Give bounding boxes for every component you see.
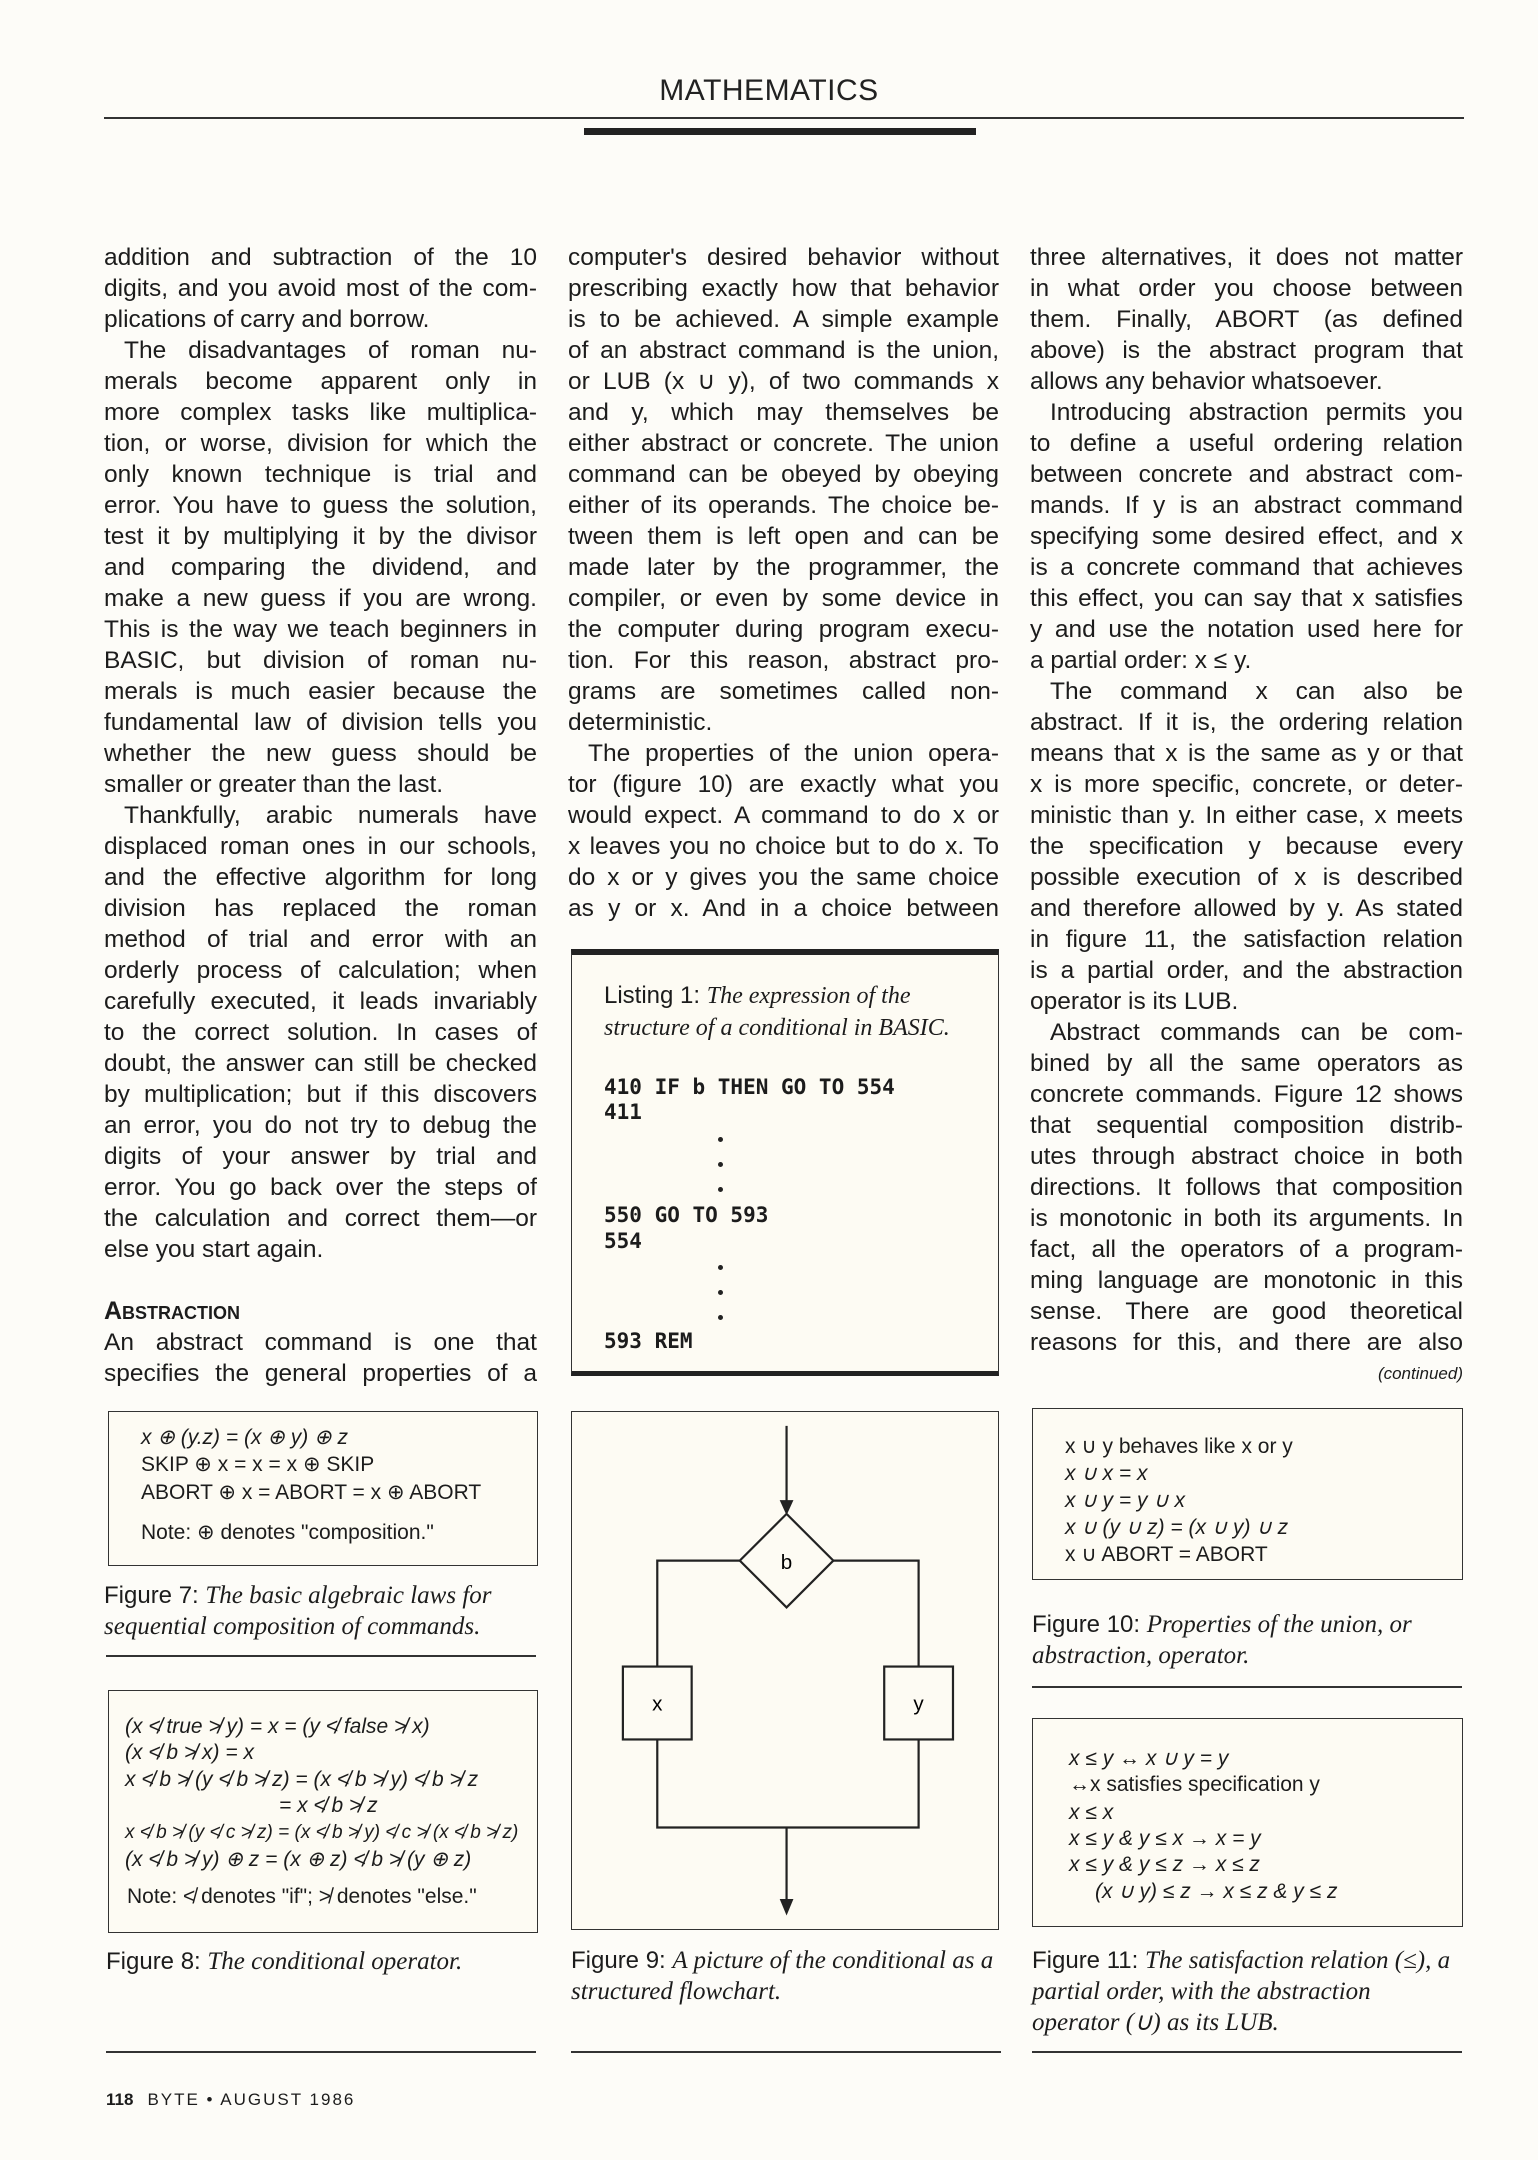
text-line: fact, all the operators of a program- bbox=[1030, 1236, 1463, 1263]
text-line: between concrete and abstract com- bbox=[1030, 461, 1463, 488]
figure-9-caption bbox=[571, 1945, 1001, 2007]
equation: x ∪ y = y ∪ x bbox=[1065, 1489, 1186, 1512]
equation: x ≮ b ≯ (y ≮ b ≯ z) = (x ≮ b ≯ y) ≮ b ≯ z bbox=[125, 1768, 479, 1791]
text-line: only known technique is trial and bbox=[104, 461, 537, 488]
text-line: means that x is the same as y or that bbox=[1030, 740, 1463, 767]
text-line: division has replaced the roman bbox=[104, 895, 537, 922]
figure-rule bbox=[1032, 2051, 1462, 2053]
text-line: is monotonic in both its arguments. In bbox=[1030, 1205, 1463, 1232]
text-column-2 bbox=[568, 242, 999, 924]
text-line: The properties of the union opera- bbox=[588, 740, 999, 767]
text-line: computer's desired behavior without bbox=[568, 244, 999, 271]
text-line: digits, and you avoid most of the com- bbox=[104, 275, 537, 302]
text-line: the calculation and correct them—or bbox=[104, 1205, 537, 1232]
text-line: else you start again. bbox=[104, 1236, 324, 1263]
text-line: y and use the notation used here for bbox=[1030, 616, 1463, 643]
ellipsis-dot bbox=[718, 1265, 723, 1270]
text-line: mands. If y is an abstract command bbox=[1030, 492, 1463, 519]
text-line: the computer during program execu- bbox=[568, 616, 999, 643]
equation: x ∪ y behaves like x or y bbox=[1065, 1435, 1293, 1458]
equation: x ∪ ABORT = ABORT bbox=[1065, 1543, 1268, 1566]
text-line: as y or x. And in a choice between bbox=[568, 895, 999, 922]
text-column-3 bbox=[1030, 242, 1463, 1389]
page-footer bbox=[106, 2090, 355, 2110]
text-line: carefully executed, it leads invariably bbox=[104, 988, 537, 1015]
listing-caption: The expression of the structure of a conditional in BASIC. bbox=[604, 983, 950, 1041]
text-line: is a partial order, and the abstraction bbox=[1030, 957, 1463, 984]
figure-label: Figure 10: bbox=[1032, 1611, 1141, 1638]
diamond-label: b bbox=[780, 1550, 793, 1574]
box-label: y bbox=[913, 1692, 924, 1716]
text-line: in what order you choose between bbox=[1030, 275, 1463, 302]
text-line: that sequential composition distrib- bbox=[1030, 1112, 1463, 1139]
text-line: specifies the general properties of a bbox=[104, 1360, 537, 1387]
text-line: method of trial and error with an bbox=[104, 926, 537, 953]
flowchart bbox=[572, 1412, 997, 1928]
code-line: 411 bbox=[604, 1100, 642, 1124]
listing-label: Listing 1: bbox=[604, 982, 701, 1009]
text-line: addition and subtraction of the 10 bbox=[104, 244, 537, 271]
text-line: tween them is left open and can be bbox=[568, 523, 999, 550]
figure-11-box bbox=[1032, 1718, 1463, 1927]
text-line: or LUB (x ∪ y), of two commands x bbox=[568, 368, 999, 395]
text-line: more complex tasks like multiplica- bbox=[104, 399, 537, 426]
equation: (x ∪ y) ≤ z → x ≤ z & y ≤ z bbox=[1095, 1880, 1338, 1903]
text-line: The command x can also be bbox=[1050, 678, 1463, 705]
text-line: ming language are monotonic in this bbox=[1030, 1267, 1463, 1294]
text-line: compiler, or even by some device in bbox=[568, 585, 999, 612]
listing-1 bbox=[571, 949, 999, 1376]
text-line: utes through abstract choice in both bbox=[1030, 1143, 1463, 1170]
code-line: 593 REM bbox=[604, 1329, 693, 1353]
ellipsis-dot bbox=[718, 1315, 723, 1320]
code-line: 550 GO TO 593 bbox=[604, 1203, 769, 1227]
figure-note: Note: ⊕ denotes "composition." bbox=[141, 1521, 434, 1544]
text-line: by multiplication; but if this discovers bbox=[104, 1081, 537, 1108]
figure-10-box bbox=[1032, 1408, 1463, 1580]
text-line: to the correct solution. In cases of bbox=[104, 1019, 537, 1046]
text-line: would expect. A command to do x or bbox=[568, 802, 999, 829]
text-line: the specification y because every bbox=[1030, 833, 1463, 860]
caption-text: The basic algebraic laws for sequential composition of commands. bbox=[104, 1582, 492, 1640]
text-line: bined by all the same operators as bbox=[1030, 1050, 1463, 1077]
text-line: this effect, you can say that x satisfies bbox=[1030, 585, 1463, 612]
figure-note: Note: ≮ denotes "if"; ≯ denotes "else." bbox=[127, 1885, 477, 1908]
text-line: sense. There are good theoretical bbox=[1030, 1298, 1463, 1325]
equation: x ∪ (y ∪ z) = (x ∪ y) ∪ z bbox=[1065, 1516, 1289, 1539]
ellipsis-dot bbox=[718, 1162, 723, 1167]
text-line: smaller or greater than the last. bbox=[104, 771, 444, 798]
figure-7-box bbox=[108, 1411, 538, 1566]
spacer bbox=[104, 1265, 537, 1296]
text-line: command can be obeyed by obeying bbox=[568, 461, 999, 488]
figure-label: Figure 8: bbox=[106, 1948, 201, 1975]
code-line: 410 IF b THEN GO TO 554 bbox=[604, 1075, 895, 1099]
text-line: grams are sometimes called non- bbox=[568, 678, 999, 705]
text-line: deterministic. bbox=[568, 709, 713, 736]
equation: SKIP ⊕ x = x = x ⊕ SKIP bbox=[141, 1453, 375, 1476]
figure-rule bbox=[571, 2051, 1001, 2053]
text-line: Thankfully, arabic numerals have bbox=[124, 802, 537, 829]
listing-title bbox=[604, 980, 984, 1044]
text-line: tor (figure 10) are exactly what you bbox=[568, 771, 999, 798]
text-line: operator is its LUB. bbox=[1030, 988, 1239, 1015]
figure-label: Figure 11: bbox=[1032, 1947, 1139, 1974]
text-line: plications of carry and borrow. bbox=[104, 306, 430, 333]
text-line: reasons for this, and there are also bbox=[1030, 1329, 1463, 1356]
figure-rule bbox=[1032, 1686, 1462, 1688]
text-line: x leaves you no choice but to do x. To bbox=[568, 833, 999, 860]
equation: x ≤ y & y ≤ z → x ≤ z bbox=[1069, 1853, 1260, 1876]
equation: ABORT ⊕ x = ABORT = x ⊕ ABORT bbox=[141, 1481, 482, 1504]
text-line: possible execution of x is described bbox=[1030, 864, 1463, 891]
flow-line-join bbox=[657, 1739, 918, 1827]
text-line: make a new guess if you are wrong. bbox=[104, 585, 537, 612]
ellipsis-dot bbox=[718, 1187, 723, 1192]
equation: x ≤ y & y ≤ x → x = y bbox=[1069, 1827, 1261, 1850]
text-line: merals become apparent only in bbox=[104, 368, 537, 395]
figure-label: Figure 9: bbox=[571, 1947, 666, 1974]
box-label: x bbox=[652, 1692, 663, 1716]
text-line: above) is the abstract program that bbox=[1030, 337, 1463, 364]
text-line: merals is much easier because the bbox=[104, 678, 537, 705]
caption-text: A picture of the conditional as a structured flowchart. bbox=[571, 1947, 994, 2005]
equation: = x ≮ b ≯ z bbox=[279, 1794, 378, 1817]
ellipsis-dot bbox=[718, 1290, 723, 1295]
figure-7-caption bbox=[104, 1580, 534, 1642]
arrowhead-icon bbox=[780, 1899, 794, 1916]
text-line: is a concrete command that achieves bbox=[1030, 554, 1463, 581]
text-line: is to be achieved. A simple example bbox=[568, 306, 999, 333]
text-line: BASIC, but division of roman nu- bbox=[104, 647, 537, 674]
text-line: tion, or worse, division for which the bbox=[104, 430, 537, 457]
text-line: error. You go back over the steps of bbox=[104, 1174, 537, 1201]
text-line: error. You have to guess the solution, bbox=[104, 492, 537, 519]
text-line: tion. For this reason, abstract pro- bbox=[568, 647, 999, 674]
section-heading: Abstraction bbox=[104, 1297, 241, 1325]
text-line: either of its operands. The choice be- bbox=[568, 492, 999, 519]
text-line: Abstract commands can be com- bbox=[1050, 1019, 1463, 1046]
flow-line-right bbox=[833, 1561, 918, 1667]
figure-9-box bbox=[571, 1411, 999, 1930]
text-line: in figure 11, the satisfaction relation bbox=[1030, 926, 1463, 953]
page-number: 118 bbox=[106, 2090, 134, 2109]
text-line: a partial order: x ≤ y. bbox=[1030, 647, 1252, 674]
continued-note: (continued) bbox=[1377, 1364, 1463, 1383]
header-bar bbox=[584, 128, 976, 135]
text-line: and the effective algorithm for long bbox=[104, 864, 537, 891]
text-line: This is the way we teach beginners in bbox=[104, 616, 537, 643]
text-line: and y, which may themselves be bbox=[568, 399, 999, 426]
text-line: allows any behavior whatsoever. bbox=[1030, 368, 1383, 395]
equation: ↔x satisfies specification y bbox=[1069, 1773, 1320, 1796]
text-line: displaced roman ones in our schools, bbox=[104, 833, 537, 860]
text-line: prescribing exactly how that behavior bbox=[568, 275, 999, 302]
text-line: either abstract or concrete. The union bbox=[568, 430, 999, 457]
code-line: 554 bbox=[604, 1229, 642, 1253]
header-rule bbox=[104, 117, 1464, 119]
text-line: an error, you do not try to debug the bbox=[104, 1112, 537, 1139]
equation: (x ≮ b ≯ y) ⊕ z = (x ⊕ z) ≮ b ≯ (y ⊕ z) bbox=[125, 1848, 472, 1871]
text-column-1 bbox=[104, 242, 537, 1389]
figure-10-caption bbox=[1032, 1609, 1462, 1671]
equation: x ∪ x = x bbox=[1065, 1462, 1148, 1485]
equation: (x ≮ true ≯ y) = x = (y ≮ false ≯ x) bbox=[125, 1715, 430, 1738]
text-line: and therefore allowed by y. As stated bbox=[1030, 895, 1463, 922]
equation: x ≮ b ≯ (y ≮ c ≯ z) = (x ≮ b ≯ y) ≮ c ≯ (x ≮ b ≯ z) bbox=[125, 1822, 519, 1843]
text-line: made later by the programmer, the bbox=[568, 554, 999, 581]
text-line: The disadvantages of roman nu- bbox=[124, 337, 537, 364]
caption-text: The conditional operator. bbox=[207, 1948, 463, 1975]
equation: (x ≮ b ≯ x) = x bbox=[125, 1741, 254, 1764]
text-line: to define a useful ordering relation bbox=[1030, 430, 1463, 457]
text-line: x is more specific, concrete, or deter- bbox=[1030, 771, 1463, 798]
text-line: and comparing the dividend, and bbox=[104, 554, 537, 581]
figure-label: Figure 7: bbox=[104, 1582, 199, 1609]
arrowhead-icon bbox=[780, 1500, 794, 1515]
section-header: MATHEMATICS bbox=[659, 74, 879, 107]
text-line: do x or y gives you the same choice bbox=[568, 864, 999, 891]
text-line: fundamental law of division tells you bbox=[104, 709, 537, 736]
figure-8-caption bbox=[106, 1946, 536, 1977]
ellipsis-dot bbox=[718, 1137, 723, 1142]
magazine-issue: BYTE • AUGUST 1986 bbox=[147, 2090, 356, 2109]
caption-text: The satisfaction relation (≤), a partial order, with the abstraction operator (∪) as its LUB. bbox=[1032, 1947, 1451, 2036]
text-line: directions. It follows that composition bbox=[1030, 1174, 1463, 1201]
equation: x ≤ y ↔ x ∪ y = y bbox=[1069, 1747, 1229, 1770]
text-line: ministic than y. In either case, x meets bbox=[1030, 802, 1463, 829]
text-line: them. Finally, ABORT (as defined bbox=[1030, 306, 1463, 333]
figure-11-caption bbox=[1032, 1945, 1462, 2038]
equation: x ⊕ (y.z) = (x ⊕ y) ⊕ z bbox=[141, 1426, 348, 1449]
text-line: concrete commands. Figure 12 shows bbox=[1030, 1081, 1463, 1108]
flow-line-left bbox=[657, 1561, 740, 1667]
figure-8-box bbox=[108, 1690, 538, 1933]
equation: x ≤ x bbox=[1069, 1801, 1114, 1824]
text-line: specifying some desired effect, and x bbox=[1030, 523, 1463, 550]
text-line: orderly process of calculation; when bbox=[104, 957, 537, 984]
text-line: whether the new guess should be bbox=[104, 740, 537, 767]
text-line: An abstract command is one that bbox=[104, 1329, 537, 1356]
text-line: abstract. If it is, the ordering relation bbox=[1030, 709, 1463, 736]
text-line: test it by multiplying it by the divisor bbox=[104, 523, 537, 550]
text-line: digits of your answer by trial and bbox=[104, 1143, 537, 1170]
text-line: three alternatives, it does not matter bbox=[1030, 244, 1463, 271]
text-line: Introducing abstraction permits you bbox=[1050, 399, 1463, 426]
text-line: doubt, the answer can still be checked bbox=[104, 1050, 537, 1077]
figure-rule bbox=[106, 2051, 536, 2053]
caption-text: Properties of the union, or abstraction, operator. bbox=[1032, 1611, 1412, 1669]
figure-rule bbox=[106, 1655, 536, 1657]
text-line: of an abstract command is the union, bbox=[568, 337, 999, 364]
